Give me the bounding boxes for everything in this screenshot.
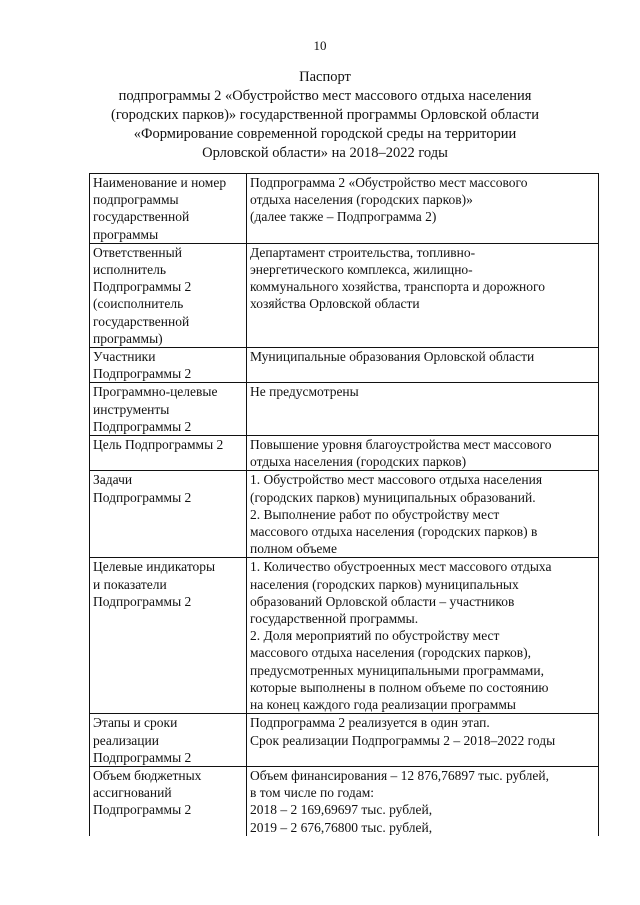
row-value-line: 1. Обустройство мест массового отдыха населения	[250, 472, 543, 488]
row-label-line: Подпрограммы 2	[93, 418, 192, 434]
row-value-cell	[247, 243, 599, 347]
row-label-line: Подпрограммы 2	[93, 749, 192, 765]
row-label-line: государственной	[93, 313, 190, 329]
row-label-cell	[90, 243, 247, 347]
title-line: Орловской области» на 2018–2022 годы	[202, 145, 448, 161]
passport-table-body	[90, 174, 599, 836]
row-value-cell	[247, 436, 599, 471]
row-value-cell	[247, 558, 599, 714]
row-value-line: 2018 – 2 169,69697 тыс. рублей,	[250, 802, 433, 818]
row-value-cell	[247, 766, 599, 835]
row-label-cell	[90, 471, 247, 558]
row-label-line: Цель Подпрограммы 2	[93, 437, 224, 453]
row-label-cell	[90, 436, 247, 471]
document-title	[60, 68, 590, 163]
row-label-line: инструменты	[93, 401, 170, 417]
row-value-line: Повышение уровня благоустройства мест массового	[250, 437, 552, 453]
row-label-line: Подпрограммы 2	[93, 279, 192, 295]
row-label-cell	[90, 714, 247, 767]
row-label-line: программы)	[93, 330, 163, 346]
row-label-cell	[90, 348, 247, 383]
row-value-line: 2019 – 2 676,76800 тыс. рублей,	[250, 819, 433, 835]
row-label-cell	[90, 766, 247, 835]
row-label-line: ассигнований	[93, 785, 172, 801]
row-value-line: Департамент строительства, топливно-	[250, 244, 476, 260]
row-label-line: Подпрограммы 2	[93, 802, 192, 818]
table-row	[90, 243, 599, 347]
row-value-line: Муниципальные образования Орловской области	[250, 349, 535, 365]
row-label-cell	[90, 383, 247, 436]
row-value-line: Объем финансирования – 12 876,76897 тыс. рублей,	[250, 767, 549, 783]
row-label-line: Программно-целевые	[93, 384, 218, 400]
row-value-line: (далее также – Подпрограмма 2)	[250, 209, 437, 225]
row-value-line: государственной программы.	[250, 611, 419, 627]
row-value-cell	[247, 471, 599, 558]
row-label-line: и показатели	[93, 576, 167, 592]
row-label-line: исполнитель	[93, 262, 166, 278]
row-label-line: Участники	[93, 349, 156, 365]
table-row	[90, 383, 599, 436]
title-line: «Формирование современной городской среды на территории	[133, 126, 517, 142]
row-value-line: отдыха населения (городских парков)»	[250, 192, 473, 208]
row-value-line: Не предусмотрены	[250, 384, 359, 400]
row-label-line: реализации	[93, 732, 159, 748]
row-label-line: Целевые индикаторы	[93, 559, 216, 575]
table-row	[90, 558, 599, 714]
row-value-line: полном объеме	[250, 541, 337, 557]
row-value-line: предусмотренных муниципальными программами,	[250, 662, 544, 678]
title-line: подпрограммы 2 «Обустройство мест массового отдыха населения	[118, 88, 532, 104]
row-value-line: хозяйства Орловской области	[250, 296, 420, 312]
table-row	[90, 436, 599, 471]
row-label-line: Задачи	[93, 472, 133, 488]
row-value-line: Срок реализации Подпрограммы 2 – 2018–2022 годы	[250, 732, 556, 748]
row-value-line: Подпрограмма 2 «Обустройство мест массового	[250, 175, 528, 190]
passport-table	[89, 173, 599, 836]
row-label-line: Наименование и номер	[93, 175, 227, 190]
row-value-line: 1. Количество обустроенных мест массового отдыха	[250, 559, 552, 575]
row-value-line: 2. Доля мероприятий по обустройству мест	[250, 628, 500, 644]
table-row	[90, 174, 599, 244]
row-label-cell	[90, 558, 247, 714]
row-value-line: образований Орловской области – участников	[250, 593, 515, 609]
row-label-line: Подпрограммы 2	[93, 489, 192, 505]
title-line: Паспорт	[299, 69, 351, 85]
page-number: 10	[313, 38, 327, 53]
row-label-line: Этапы и сроки	[93, 715, 178, 731]
row-value-line: энергетического комплекса, жилищно-	[250, 262, 473, 278]
row-value-line: 2. Выполнение работ по обустройству мест	[250, 506, 500, 522]
row-label-line: государственной	[93, 209, 190, 225]
row-value-cell	[247, 348, 599, 383]
table-row	[90, 766, 599, 835]
row-label-line: Объем бюджетных	[93, 767, 202, 783]
row-label-line: Подпрограммы 2	[93, 593, 192, 609]
row-label-line: Ответственный	[93, 244, 182, 260]
row-value-line: коммунального хозяйства, транспорта и дорожного	[250, 279, 545, 295]
row-label-cell	[90, 174, 247, 244]
table-row	[90, 348, 599, 383]
row-value-cell	[247, 174, 599, 244]
row-value-cell	[247, 714, 599, 767]
table-row	[90, 471, 599, 558]
row-value-cell	[247, 383, 599, 436]
row-value-line: населения (городских парков) муниципальных	[250, 576, 519, 592]
title-line: (городских парков)» государственной программы Орловской области	[111, 107, 539, 123]
row-value-line: массового отдыха населения (городских парков),	[250, 645, 531, 661]
row-label-line: (соисполнитель	[93, 296, 184, 312]
table-row	[90, 714, 599, 767]
row-label-line: программы	[93, 226, 159, 242]
row-label-line: подпрограммы	[93, 192, 179, 208]
row-value-line: в том числе по годам:	[250, 785, 375, 801]
row-value-line: отдыха населения (городских парков)	[250, 454, 467, 470]
row-label-line: Подпрограммы 2	[93, 366, 192, 382]
row-value-line: Подпрограмма 2 реализуется в один этап.	[250, 715, 490, 731]
row-value-line: массового отдыха населения (городских парков) в	[250, 524, 538, 540]
row-value-line: которые выполнены в полном объеме по состоянию	[250, 679, 549, 695]
row-value-line: (городских парков) муниципальных образований.	[250, 489, 536, 505]
row-value-line: на конец каждого года реализации программы	[250, 697, 516, 713]
